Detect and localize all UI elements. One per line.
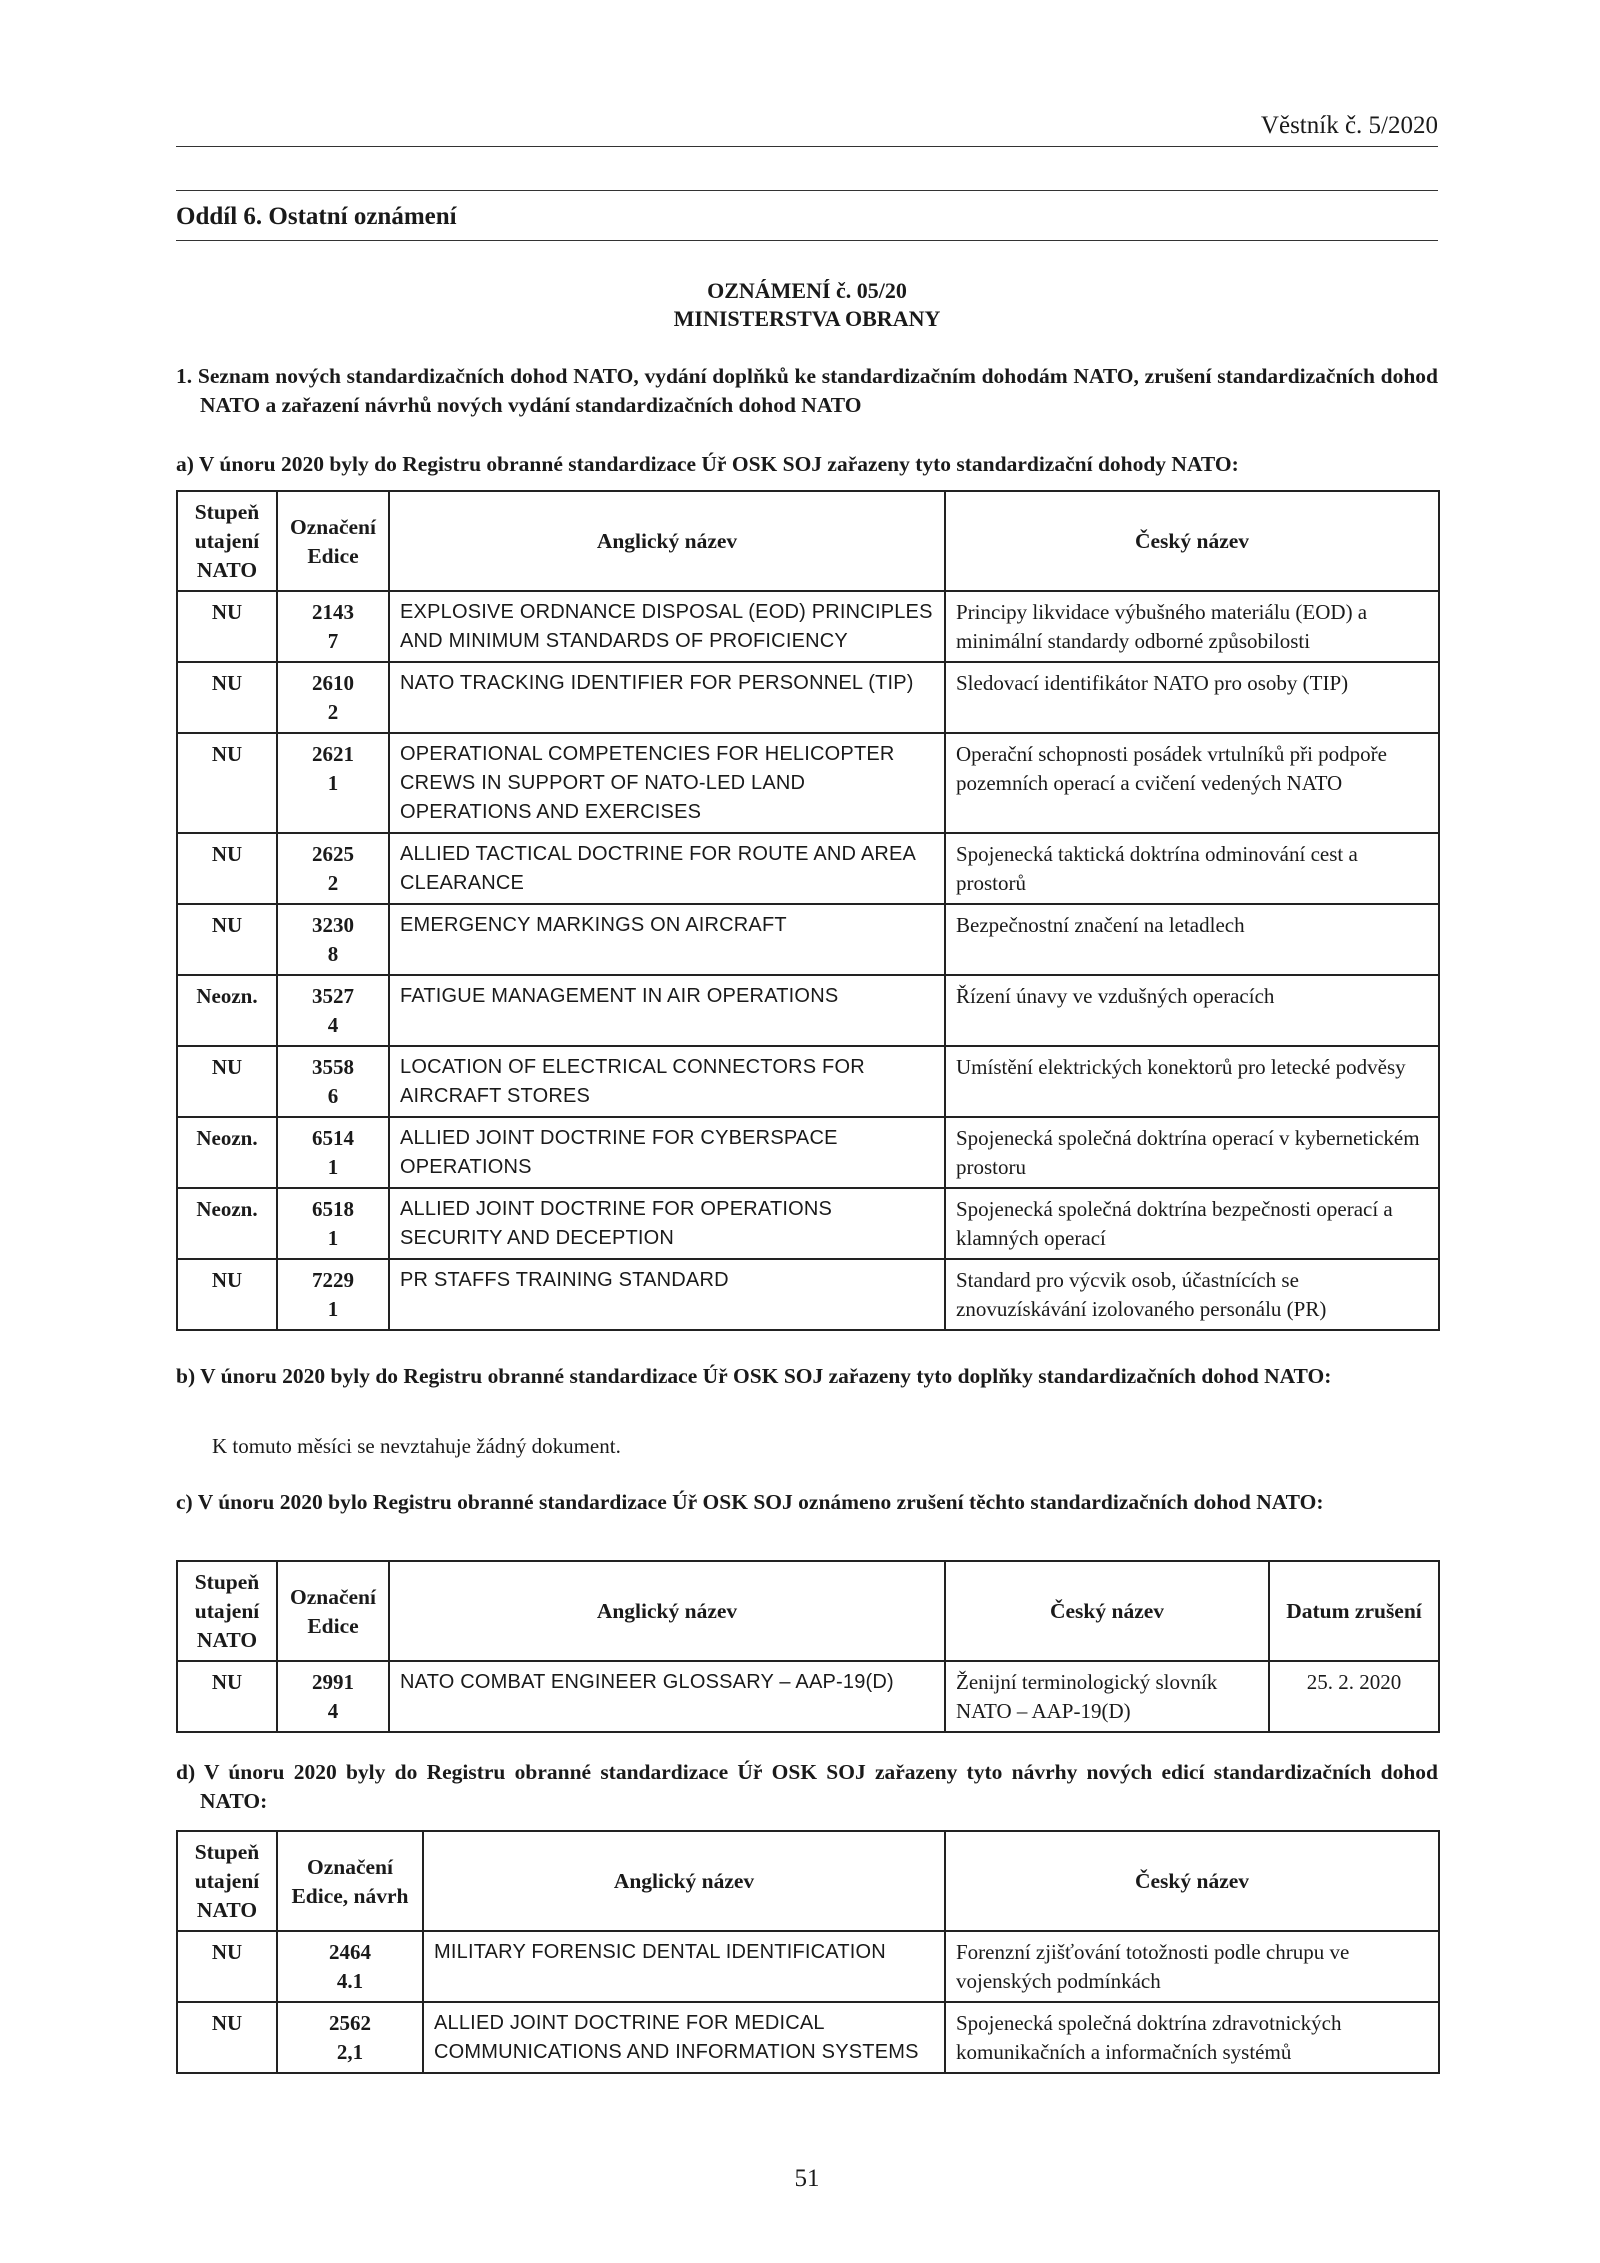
- stanag-number: 3230: [312, 913, 354, 937]
- section-c-title: [176, 1488, 1438, 1517]
- table-d-body: [177, 1931, 1439, 2073]
- table-row: [177, 975, 1439, 1046]
- cell-czech-title: Standard pro výcvik osob, účastnících se znovuzískávání izolovaného personálu (PR): [945, 1259, 1439, 1330]
- cell-czech-title: Ženijní terminologický slovník NATO – AAP-19(D): [945, 1661, 1269, 1732]
- cell-czech-title: Spojenecká taktická doktrína odminování cest a prostorů: [945, 833, 1439, 904]
- section-c-title-text: c) V únoru 2020 bylo Registru obranné standardizace Úř OSK SOJ oznámeno zrušení těchto standardizačních dohod NATO:: [176, 1490, 1324, 1514]
- cell-english-title: EMERGENCY MARKINGS ON AIRCRAFT: [389, 904, 945, 975]
- cell-designation: [277, 833, 389, 904]
- stanag-number: 2625: [312, 842, 354, 866]
- cell-czech-title: Forenzní zjišťování totožnosti podle chrupu ve vojenských podmínkách: [945, 1931, 1439, 2002]
- stanag-number: 2991: [312, 1670, 354, 1694]
- stanag-number: 6514: [312, 1126, 354, 1150]
- cell-classification: NU: [177, 833, 277, 904]
- header-class: Stupeň utajení NATO: [177, 491, 277, 591]
- table-row: [177, 1188, 1439, 1259]
- edition-number: 2: [327, 871, 339, 895]
- table-row: [177, 1931, 1439, 2002]
- cell-czech-title: Umístění elektrických konektorů pro letecké podvěsy: [945, 1046, 1439, 1117]
- cell-english-title: MILITARY FORENSIC DENTAL IDENTIFICATION: [423, 1931, 945, 2002]
- cell-czech-title: Spojenecká společná doktrína operací v kybernetickém prostoru: [945, 1117, 1439, 1188]
- header-en: Anglický název: [423, 1831, 945, 1931]
- cell-classification: NU: [177, 1046, 277, 1117]
- section-d-title-text: d) V únoru 2020 byly do Registru obranné standardizace Úř OSK SOJ zařazeny tyto návrhy nových edicí standardizačních dohod NATO:: [176, 1760, 1438, 1813]
- cell-czech-title: Sledovací identifikátor NATO pro osoby (TIP): [945, 662, 1439, 733]
- stanag-number: 7229: [312, 1268, 354, 1292]
- table-row: [177, 833, 1439, 904]
- cell-designation: [277, 1661, 389, 1732]
- cell-classification: NU: [177, 591, 277, 662]
- section-b-title: [176, 1362, 1438, 1391]
- cell-designation: [277, 1259, 389, 1330]
- cell-classification: NU: [177, 1931, 277, 2002]
- table-c-header: [177, 1561, 1439, 1661]
- cell-designation: [277, 1931, 423, 2002]
- header-cz: Český název: [945, 1831, 1439, 1931]
- cell-english-title: PR STAFFS TRAINING STANDARD: [389, 1259, 945, 1330]
- edition-number: 2,1: [336, 2040, 364, 2064]
- table-d: [176, 1830, 1440, 2074]
- cell-english-title: ALLIED JOINT DOCTRINE FOR OPERATIONS SECURITY AND DECEPTION: [389, 1188, 945, 1259]
- cell-english-title: OPERATIONAL COMPETENCIES FOR HELICOPTER CREWS IN SUPPORT OF NATO-LED LAND OPERATIONS AND EXERCISES: [389, 733, 945, 833]
- cell-classification: NU: [177, 904, 277, 975]
- edition-number: 7: [327, 629, 339, 653]
- stanag-number: 2621: [312, 742, 354, 766]
- section-b-note: K tomuto měsíci se nevztahuje žádný dokument.: [212, 1434, 621, 1458]
- section-b-title-text: b) V únoru 2020 byly do Registru obranné standardizace Úř OSK SOJ zařazeny tyto doplňky standardizačních dohod NATO:: [176, 1364, 1332, 1388]
- edition-number: 4: [327, 1699, 339, 1723]
- section-title: Oddíl 6. Ostatní oznámení: [176, 203, 457, 230]
- header-class: Stupeň utajení NATO: [177, 1561, 277, 1661]
- header-en: Anglický název: [389, 491, 945, 591]
- table-c: [176, 1560, 1440, 1733]
- cell-designation: [277, 975, 389, 1046]
- cell-designation: [277, 904, 389, 975]
- cell-czech-title: Spojenecká společná doktrína bezpečnosti operací a klamných operací: [945, 1188, 1439, 1259]
- cell-english-title: ALLIED JOINT DOCTRINE FOR CYBERSPACE OPERATIONS: [389, 1117, 945, 1188]
- announcement-issuer: MINISTERSTVA OBRANY: [673, 306, 941, 331]
- intro-text: 1. Seznam nových standardizačních dohod NATO, vydání doplňků ke standardizačním dohodám NATO, zrušení standardizačních dohod NATO a zařazení návrhů nových vydání standardizačních dohod NATO: [176, 364, 1438, 417]
- cell-designation: [277, 1117, 389, 1188]
- cell-czech-title: Spojenecká společná doktrína zdravotnických komunikačních a informačních systémů: [945, 2002, 1439, 2073]
- section-d-title: [176, 1758, 1438, 1816]
- section-rule-top: [176, 190, 1438, 191]
- stanag-number: 2562: [329, 2011, 371, 2035]
- intro-paragraph: [176, 362, 1438, 420]
- cell-english-title: NATO COMBAT ENGINEER GLOSSARY – AAP-19(D): [389, 1661, 945, 1732]
- edition-number: 1: [327, 771, 339, 795]
- cell-czech-title: Řízení únavy ve vzdušných operacích: [945, 975, 1439, 1046]
- page-number: 51: [794, 2165, 820, 2192]
- edition-number: 6: [327, 1084, 339, 1108]
- edition-number: 8: [327, 942, 339, 966]
- cell-cancellation-date: 25. 2. 2020: [1269, 1661, 1439, 1732]
- table-row: [177, 591, 1439, 662]
- stanag-number: 6518: [312, 1197, 354, 1221]
- cell-designation: [277, 733, 389, 833]
- table-c-body: [177, 1661, 1439, 1732]
- cell-classification: NU: [177, 662, 277, 733]
- stanag-number: 2143: [312, 600, 354, 624]
- header-en: Anglický název: [389, 1561, 945, 1661]
- cell-designation: [277, 591, 389, 662]
- cell-czech-title: Bezpečnostní značení na letadlech: [945, 904, 1439, 975]
- cell-english-title: NATO TRACKING IDENTIFIER FOR PERSONNEL (TIP): [389, 662, 945, 733]
- cell-english-title: FATIGUE MANAGEMENT IN AIR OPERATIONS: [389, 975, 945, 1046]
- cell-english-title: ALLIED JOINT DOCTRINE FOR MEDICAL COMMUNICATIONS AND INFORMATION SYSTEMS: [423, 2002, 945, 2073]
- table-row: [177, 1661, 1439, 1732]
- table-row: [177, 1046, 1439, 1117]
- cell-classification: NU: [177, 733, 277, 833]
- cell-english-title: EXPLOSIVE ORDNANCE DISPOSAL (EOD) PRINCIPLES AND MINIMUM STANDARDS OF PROFICIENCY: [389, 591, 945, 662]
- header-class: Stupeň utajení NATO: [177, 1831, 277, 1931]
- header-date: Datum zrušení: [1269, 1561, 1439, 1661]
- stanag-number: 2464: [329, 1940, 371, 1964]
- edition-number: 2: [327, 700, 339, 724]
- table-d-header: [177, 1831, 1439, 1931]
- edition-number: 1: [327, 1297, 339, 1321]
- table-row: [177, 1117, 1439, 1188]
- header-rule: [176, 146, 1438, 147]
- section-rule-bottom: [176, 240, 1438, 241]
- cell-designation: [277, 1188, 389, 1259]
- header-cz: Český název: [945, 491, 1439, 591]
- table-a-header: [177, 491, 1439, 591]
- cell-classification: Neozn.: [177, 1117, 277, 1188]
- header-code: Označení Edice: [277, 491, 389, 591]
- cell-english-title: LOCATION OF ELECTRICAL CONNECTORS FOR AIRCRAFT STORES: [389, 1046, 945, 1117]
- table-row: [177, 904, 1439, 975]
- edition-number: 1: [327, 1226, 339, 1250]
- section-a-title: a) V únoru 2020 byly do Registru obranné standardizace Úř OSK SOJ zařazeny tyto standardizační dohody NATO:: [176, 452, 1239, 476]
- cell-classification: NU: [177, 2002, 277, 2073]
- table-row: [177, 1259, 1439, 1330]
- cell-classification: NU: [177, 1661, 277, 1732]
- announcement-number: OZNÁMENÍ č. 05/20: [707, 278, 907, 303]
- stanag-number: 3558: [312, 1055, 354, 1079]
- cell-classification: NU: [177, 1259, 277, 1330]
- table-a: [176, 490, 1440, 1331]
- stanag-number: 2610: [312, 671, 354, 695]
- cell-designation: [277, 1046, 389, 1117]
- cell-czech-title: Principy likvidace výbušného materiálu (EOD) a minimální standardy odborné způsobilosti: [945, 591, 1439, 662]
- cell-classification: Neozn.: [177, 975, 277, 1046]
- edition-number: 4: [327, 1013, 339, 1037]
- stanag-number: 3527: [312, 984, 354, 1008]
- header-code: Označení Edice, návrh: [277, 1831, 423, 1931]
- cell-czech-title: Operační schopnosti posádek vrtulníků při podpoře pozemních operací a cvičení vedených NATO: [945, 733, 1439, 833]
- table-row: [177, 2002, 1439, 2073]
- edition-number: 1: [327, 1155, 339, 1179]
- cell-designation: [277, 2002, 423, 2073]
- running-head: Věstník č. 5/2020: [1260, 112, 1438, 139]
- edition-number: 4.1: [336, 1969, 364, 1993]
- table-row: [177, 733, 1439, 833]
- cell-classification: Neozn.: [177, 1188, 277, 1259]
- table-row: [177, 662, 1439, 733]
- header-cz: Český název: [945, 1561, 1269, 1661]
- header-code: Označení Edice: [277, 1561, 389, 1661]
- cell-english-title: ALLIED TACTICAL DOCTRINE FOR ROUTE AND AREA CLEARANCE: [389, 833, 945, 904]
- cell-designation: [277, 662, 389, 733]
- table-a-body: [177, 591, 1439, 1330]
